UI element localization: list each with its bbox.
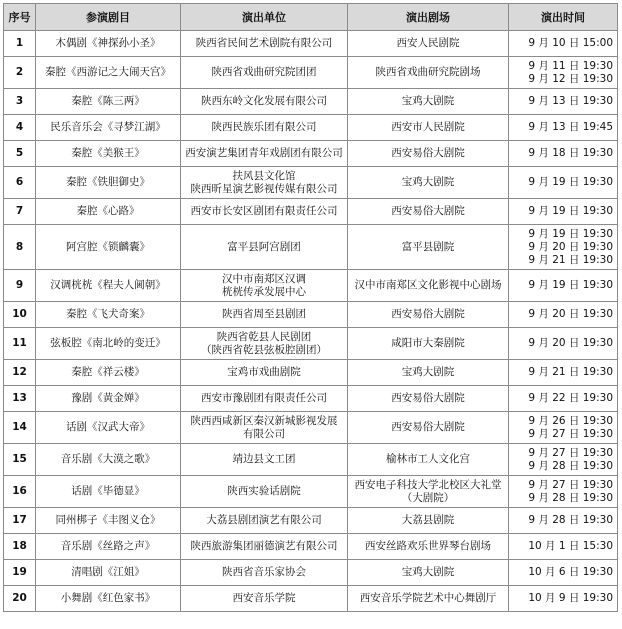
show-time-line: 9 月 28 日 19:30 [528,514,613,526]
venue-name-line: 西安丝路欢乐世界琴台剧场 [365,540,491,552]
company-name-line: 陕西省周至县剧团 [222,308,306,320]
program-title: 清唱剧《江姐》 [36,560,181,586]
show-time-line: 9 月 19 日 19:30 [528,227,613,240]
show-time-line: 9 月 19 日 19:30 [528,176,613,188]
row-number: 16 [4,476,36,508]
program-title: 同州梆子《丰图义仓》 [36,508,181,534]
venue-name [348,508,509,534]
table-row [4,167,618,199]
row-number: 14 [4,412,36,444]
row-number: 2 [4,57,36,89]
company-name [181,167,348,199]
company-name-line: 有限公司 [243,427,285,440]
row-number: 10 [4,302,36,328]
company-name-line: 陕西省音乐家协会 [222,566,306,578]
program-title: 弦板腔《南北岭的变迁》 [36,328,181,360]
table-header-row [4,4,618,31]
venue-name-line: 汉中市南郑区文化影视中心剧场 [354,279,502,291]
table-row [4,199,618,225]
table-row [4,534,618,560]
table-row [4,141,618,167]
show-time [509,476,618,508]
program-title: 秦腔《心路》 [36,199,181,225]
program-title: 秦腔《祥云楼》 [36,360,181,386]
venue-name [348,115,509,141]
company-name-line: 汉中市南郑区汉调 [222,272,306,285]
venue-name-line: 西安易俗大剧院 [391,392,465,404]
table-row [4,586,618,612]
company-name-line: 陕西省民间艺术剧院有限公司 [195,37,333,49]
company-name [181,141,348,167]
venue-name [348,57,509,89]
header-venue: 演出剧场 [348,4,509,31]
program-title: 秦腔《陈三两》 [36,89,181,115]
company-name [181,89,348,115]
company-name [181,476,348,508]
show-time-line: 9 月 28 日 19:30 [528,459,613,472]
table-row [4,412,618,444]
program-title: 音乐剧《大漠之歌》 [36,444,181,476]
venue-name-line: 西安易俗大剧院 [391,421,465,433]
company-name [181,560,348,586]
program-title: 民乐音乐会《寻梦江湖》 [36,115,181,141]
venue-name-line: 宝鸡大剧院 [401,366,455,378]
program-title: 话剧《汉武大帝》 [36,412,181,444]
show-time [509,57,618,89]
show-time [509,225,618,270]
show-time [509,302,618,328]
table-row [4,270,618,302]
company-name-line: 富平县阿宫剧团 [227,240,301,253]
company-name-line: （陕西省乾县弦板腔剧团） [201,343,327,356]
row-number: 5 [4,141,36,167]
company-name-line: 陕西旅游集团丽德演艺有限公司 [190,540,338,552]
company-name [181,57,348,89]
venue-name-line: 西安电子科技大学北校区大礼堂 [354,478,502,491]
show-time [509,141,618,167]
program-title: 小舞剧《红色家书》 [36,586,181,612]
program-title: 豫剧《黄金婵》 [36,386,181,412]
company-name-line: 陕西昕星演艺影视传媒有限公司 [190,182,338,195]
show-time [509,586,618,612]
row-number: 17 [4,508,36,534]
show-time [509,328,618,360]
venue-name [348,560,509,586]
venue-name-line: 西安音乐学院艺术中心舞剧厅 [359,592,497,604]
program-title: 秦腔《飞犬奇案》 [36,302,181,328]
venue-name-line: 宝鸡大剧院 [401,95,455,107]
venue-name-line: 西安易俗大剧院 [391,205,465,217]
row-number: 18 [4,534,36,560]
row-number: 20 [4,586,36,612]
row-number: 1 [4,31,36,57]
show-time-line: 9 月 20 日 19:30 [528,308,613,320]
show-time-line: 9 月 19 日 19:30 [528,279,613,291]
company-name [181,386,348,412]
company-name-line: 陕西省乾县人民剧团 [216,330,312,343]
program-title: 秦腔《铁胆御史》 [36,167,181,199]
table-row [4,225,618,270]
row-number: 9 [4,270,36,302]
venue-name-line: （大剧院） [401,491,455,504]
company-name-line: 靖边县文工团 [232,453,296,465]
row-number: 11 [4,328,36,360]
header-number: 序号 [4,4,36,31]
show-time-line: 9 月 12 日 19:30 [528,72,613,85]
venue-name [348,270,509,302]
table-row [4,508,618,534]
table-row [4,360,618,386]
venue-name [348,302,509,328]
company-name-line: 陕西实验话剧院 [227,485,301,497]
company-name [181,270,348,302]
show-time-line: 10 月 1 日 15:30 [528,540,613,552]
show-time-line: 9 月 21 日 19:30 [528,366,613,378]
venue-name-line: 咸阳市大秦剧院 [391,337,465,349]
program-title: 汉调桄桄《程夫人阃朝》 [36,270,181,302]
show-time-line: 9 月 13 日 19:45 [528,121,613,133]
program-title: 音乐剧《丝路之声》 [36,534,181,560]
venue-name-line: 宝鸡大剧院 [401,176,455,188]
venue-name-line: 西安易俗大剧院 [391,308,465,320]
venue-name-line: 陕西省戏曲研究院剧场 [375,66,481,78]
company-name [181,508,348,534]
row-number: 8 [4,225,36,270]
venue-name [348,225,509,270]
schedule-table-container [3,3,617,612]
show-time [509,89,618,115]
row-number: 19 [4,560,36,586]
company-name [181,412,348,444]
company-name-line: 桄桄传承发展中心 [222,285,306,298]
show-time [509,386,618,412]
venue-name-line: 宝鸡大剧院 [401,566,455,578]
company-name [181,360,348,386]
show-time-line: 9 月 26 日 19:30 [528,414,613,427]
company-name [181,225,348,270]
show-time-line: 9 月 28 日 19:30 [528,491,613,504]
company-name [181,328,348,360]
show-time-line: 9 月 18 日 19:30 [528,147,613,159]
show-time [509,444,618,476]
venue-name [348,141,509,167]
table-row [4,560,618,586]
table-row [4,444,618,476]
show-time [509,412,618,444]
performance-schedule-table [3,3,618,612]
venue-name [348,31,509,57]
company-name-line: 西安市豫剧团有限责任公司 [201,392,327,404]
show-time-line: 10 月 9 日 19:30 [528,592,613,604]
show-time-line: 9 月 27 日 19:30 [528,478,613,491]
venue-name-line: 富平县剧院 [401,240,455,253]
company-name-line: 西安演艺集团青年戏剧团有限公司 [185,147,343,159]
table-body [4,31,618,612]
table-row [4,31,618,57]
company-name [181,534,348,560]
show-time-line: 9 月 21 日 19:30 [528,253,613,266]
program-title: 话剧《毕德显》 [36,476,181,508]
venue-name [348,412,509,444]
venue-name [348,534,509,560]
show-time-line: 9 月 20 日 19:30 [528,337,613,349]
venue-name-line: 西安人民剧院 [396,37,460,49]
company-name-line: 宝鸡市戏曲剧院 [227,366,301,378]
header-company: 演出单位 [181,4,348,31]
company-name [181,31,348,57]
company-name [181,115,348,141]
show-time-line: 10 月 6 日 19:30 [528,566,613,578]
table-row [4,115,618,141]
show-time [509,31,618,57]
table-row [4,386,618,412]
program-title: 阿宫腔《锁麟囊》 [36,225,181,270]
program-title: 秦腔《西游记之大闹天宫》 [36,57,181,89]
show-time [509,560,618,586]
table-row [4,328,618,360]
show-time [509,115,618,141]
venue-name [348,386,509,412]
company-name [181,302,348,328]
company-name-line: 西安音乐学院 [232,592,296,604]
row-number: 15 [4,444,36,476]
table-row [4,89,618,115]
row-number: 6 [4,167,36,199]
show-time-line: 9 月 11 日 19:30 [528,59,613,72]
table-row [4,302,618,328]
company-name [181,199,348,225]
company-name-line: 陕西省戏曲研究院团团 [211,66,317,78]
company-name-line: 西安市长安区剧团有限责任公司 [190,205,338,217]
row-number: 7 [4,199,36,225]
show-time [509,508,618,534]
company-name-line: 陕西东岭文化发展有限公司 [201,95,327,107]
company-name [181,444,348,476]
row-number: 4 [4,115,36,141]
header-program: 参演剧目 [36,4,181,31]
show-time-line: 9 月 19 日 19:30 [528,205,613,217]
show-time [509,360,618,386]
company-name-line: 陕西西咸新区秦汉新城影视发展 [190,414,338,427]
venue-name [348,360,509,386]
venue-name [348,328,509,360]
venue-name [348,444,509,476]
venue-name-line: 榆林市工人文化宫 [386,453,470,465]
company-name-line: 大荔县剧团演艺有限公司 [206,514,322,526]
header-time: 演出时间 [509,4,618,31]
program-title: 秦腔《美猴王》 [36,141,181,167]
venue-name-line: 西安市人民剧院 [391,121,465,133]
show-time [509,534,618,560]
show-time-line: 9 月 27 日 19:30 [528,427,613,440]
venue-name-line: 大荔县剧院 [401,514,455,526]
show-time-line: 9 月 20 日 19:30 [528,240,613,253]
venue-name-line: 西安易俗大剧院 [391,147,465,159]
table-row [4,57,618,89]
show-time [509,167,618,199]
show-time-line: 9 月 13 日 19:30 [528,95,613,107]
company-name [181,586,348,612]
show-time [509,270,618,302]
venue-name [348,586,509,612]
company-name-line: 陕西民族乐团有限公司 [211,121,317,133]
venue-name [348,199,509,225]
company-name-line: 扶风县文化馆 [232,169,296,182]
show-time-line: 9 月 27 日 19:30 [528,446,613,459]
venue-name [348,89,509,115]
show-time-line: 9 月 22 日 19:30 [528,392,613,404]
show-time [509,199,618,225]
program-title: 木偶剧《神探孙小圣》 [36,31,181,57]
row-number: 13 [4,386,36,412]
table-row [4,476,618,508]
venue-name [348,476,509,508]
venue-name [348,167,509,199]
row-number: 3 [4,89,36,115]
show-time-line: 9 月 10 日 15:00 [528,37,613,49]
row-number: 12 [4,360,36,386]
